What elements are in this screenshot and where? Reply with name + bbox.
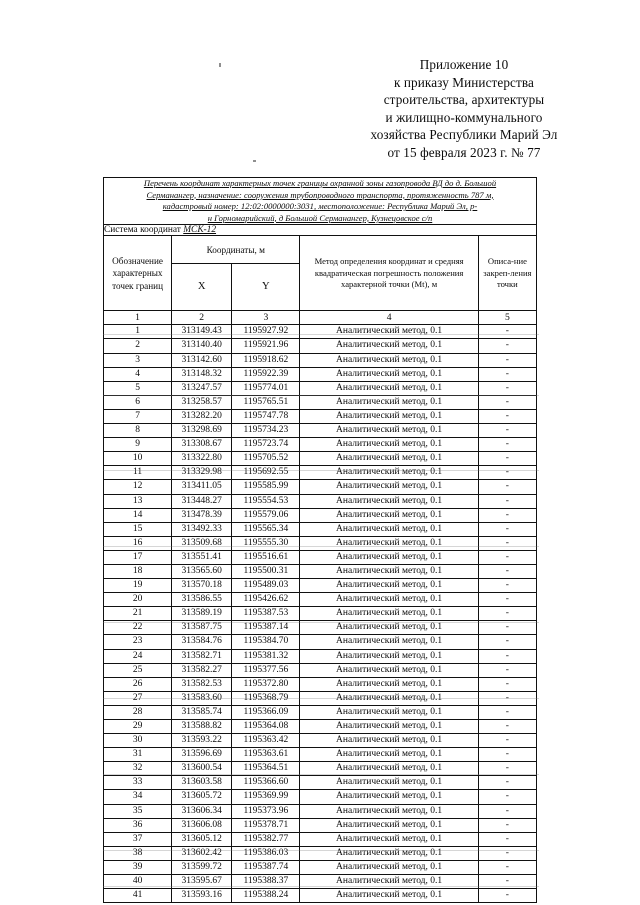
cell-x: 313492.33 [172,522,232,536]
table-caption-row [104,178,537,225]
cell-method: Аналитический метод, 0.1 [300,325,478,339]
caption-line-4: н Горномарийский, д Большой Серманангер, Кузнецовское с/п [207,212,433,223]
cell-y: 1195363.61 [232,748,300,762]
table-row [104,635,537,649]
cell-point-number: 17 [104,550,172,564]
cell-point-number: 15 [104,522,172,536]
cell-point-number: 9 [104,438,172,452]
cell-point-number: 1 [104,325,172,339]
cell-method: Аналитический метод, 0.1 [300,381,478,395]
cell-method: Аналитический метод, 0.1 [300,593,478,607]
table-row [104,804,537,818]
appendix-line-2: к приказу Министерства [394,74,534,90]
cell-x: 313584.76 [172,635,232,649]
cell-y: 1195386.03 [232,846,300,860]
cell-description: - [478,593,536,607]
cell-description: - [478,522,536,536]
cell-y: 1195372.80 [232,677,300,691]
cell-method: Аналитический метод, 0.1 [300,649,478,663]
cell-description: - [478,452,536,466]
cell-x: 313605.12 [172,832,232,846]
table-row [104,649,537,663]
cell-y: 1195363.42 [232,734,300,748]
cell-point-number: 14 [104,508,172,522]
cell-y: 1195377.56 [232,663,300,677]
header-row-1 [104,236,537,264]
cell-x: 313448.27 [172,494,232,508]
cell-x: 313606.34 [172,804,232,818]
table-row [104,691,537,705]
cell-method: Аналитический метод, 0.1 [300,832,478,846]
table-row [104,367,537,381]
cell-y: 1195565.34 [232,522,300,536]
cell-method: Аналитический метод, 0.1 [300,550,478,564]
table-row [104,339,537,353]
cell-point-number: 31 [104,748,172,762]
cell-point-number: 41 [104,889,172,903]
cell-method: Аналитический метод, 0.1 [300,607,478,621]
table-row [104,395,537,409]
table-row [104,748,537,762]
cell-x: 313142.60 [172,353,232,367]
cell-description: - [478,367,536,381]
column-number-5: 5 [478,311,536,325]
cell-y: 1195585.99 [232,480,300,494]
table-row [104,381,537,395]
cell-point-number: 40 [104,875,172,889]
cell-description: - [478,889,536,903]
cell-description: - [478,325,536,339]
cell-point-number: 25 [104,663,172,677]
table-row [104,846,537,860]
table-row [104,663,537,677]
table-row [104,353,537,367]
coord-system-row [104,225,537,236]
table-row [104,424,537,438]
cell-description: - [478,860,536,874]
coord-system-cell [104,225,537,236]
cell-point-number: 12 [104,480,172,494]
cell-point-number: 36 [104,818,172,832]
appendix-line-1: Приложение 10 [419,57,509,72]
cell-method: Аналитический метод, 0.1 [300,663,478,677]
cell-description: - [478,776,536,790]
cell-y: 1195516.61 [232,550,300,564]
cell-point-number: 39 [104,860,172,874]
cell-description: - [478,409,536,423]
table-row [104,593,537,607]
table-row [104,466,537,480]
cell-point-number: 16 [104,536,172,550]
cell-x: 313282.20 [172,409,232,423]
cell-method: Аналитический метод, 0.1 [300,846,478,860]
table-caption [104,178,537,225]
cell-description: - [478,564,536,578]
cell-point-number: 13 [104,494,172,508]
header-coordinates-group: Координаты, м [172,236,300,264]
cell-description: - [478,579,536,593]
header-x: X [172,264,232,311]
cell-description: - [478,607,536,621]
cell-x: 313148.32 [172,367,232,381]
table-row [104,832,537,846]
cell-description: - [478,875,536,889]
cell-point-number: 11 [104,466,172,480]
cell-point-number: 33 [104,776,172,790]
cell-method: Аналитический метод, 0.1 [300,720,478,734]
cell-description: - [478,649,536,663]
caption-line-2: Серманангер, назначение: сооружения трубопроводного транспорта, протяженность 787 м, [146,189,494,200]
cell-y: 1195734.23 [232,424,300,438]
table-row [104,494,537,508]
table-row [104,776,537,790]
table-row [104,677,537,691]
cell-y: 1195765.51 [232,395,300,409]
cell-point-number: 38 [104,846,172,860]
cell-x: 313599.72 [172,860,232,874]
cell-point-number: 32 [104,762,172,776]
cell-method: Аналитический метод, 0.1 [300,466,478,480]
cell-method: Аналитический метод, 0.1 [300,621,478,635]
cell-point-number: 26 [104,677,172,691]
cell-method: Аналитический метод, 0.1 [300,635,478,649]
cell-x: 313587.75 [172,621,232,635]
cell-x: 313603.58 [172,776,232,790]
cell-x: 313478.39 [172,508,232,522]
appendix-line-4: и жилищно-коммунального [385,109,543,125]
cell-point-number: 27 [104,691,172,705]
table-row [104,536,537,550]
cell-y: 1195364.51 [232,762,300,776]
cell-point-number: 29 [104,720,172,734]
cell-y: 1195500.31 [232,564,300,578]
cell-x: 313570.18 [172,579,232,593]
cell-x: 313589.19 [172,607,232,621]
cell-y: 1195705.52 [232,452,300,466]
cell-x: 313585.74 [172,705,232,719]
table-row [104,889,537,903]
cell-description: - [478,438,536,452]
cell-x: 313588.82 [172,720,232,734]
cell-description: - [478,466,536,480]
cell-point-number: 3 [104,353,172,367]
cell-y: 1195369.99 [232,790,300,804]
header-method: Метод определения координат и средняя квадратическая погрешность положения характерной точки (Mt), м [300,236,478,311]
column-number-1: 1 [104,311,172,325]
cell-x: 313595.67 [172,875,232,889]
cell-x: 313593.16 [172,889,232,903]
cell-method: Аналитический метод, 0.1 [300,564,478,578]
cell-method: Аналитический метод, 0.1 [300,734,478,748]
table-row [104,480,537,494]
cell-x: 313602.42 [172,846,232,860]
table-row [104,564,537,578]
table-row [104,875,537,889]
cell-method: Аналитический метод, 0.1 [300,395,478,409]
cell-method: Аналитический метод, 0.1 [300,409,478,423]
table-row [104,818,537,832]
cell-x: 313582.27 [172,663,232,677]
cell-y: 1195426.62 [232,593,300,607]
cell-description: - [478,663,536,677]
cell-point-number: 34 [104,790,172,804]
cell-method: Аналитический метод, 0.1 [300,353,478,367]
cell-method: Аналитический метод, 0.1 [300,452,478,466]
table-row [104,621,537,635]
caption-line-3: кадастровый номер: 12:02:0000000:3031, местоположение: Республика Марий Эл, р- [162,201,478,212]
cell-x: 313258.57 [172,395,232,409]
cell-y: 1195373.96 [232,804,300,818]
cell-y: 1195366.60 [232,776,300,790]
cell-x: 313582.71 [172,649,232,663]
cell-y: 1195366.09 [232,705,300,719]
cell-point-number: 30 [104,734,172,748]
cell-description: - [478,734,536,748]
scan-speck [219,63,221,67]
cell-point-number: 22 [104,621,172,635]
table-row [104,579,537,593]
cell-method: Аналитический метод, 0.1 [300,494,478,508]
cell-point-number: 10 [104,452,172,466]
cell-description: - [478,705,536,719]
cell-method: Аналитический метод, 0.1 [300,367,478,381]
coord-system-label: Система координат [104,225,184,236]
cell-point-number: 7 [104,409,172,423]
cell-description: - [478,508,536,522]
cell-method: Аналитический метод, 0.1 [300,339,478,353]
cell-method: Аналитический метод, 0.1 [300,875,478,889]
cell-method: Аналитический метод, 0.1 [300,860,478,874]
cell-y: 1195554.53 [232,494,300,508]
appendix-line-6: от 15 февраля 2023 г. № 77 [387,144,541,160]
cell-y: 1195747.78 [232,409,300,423]
cell-x: 313605.72 [172,790,232,804]
cell-description: - [478,395,536,409]
cell-description: - [478,846,536,860]
cell-y: 1195381.32 [232,649,300,663]
cell-x: 313565.60 [172,564,232,578]
appendix-heading [330,56,598,162]
cell-method: Аналитический метод, 0.1 [300,804,478,818]
table-row [104,522,537,536]
cell-x: 313322.80 [172,452,232,466]
cell-description: - [478,790,536,804]
cell-x: 313606.08 [172,818,232,832]
table-row [104,508,537,522]
table-head [104,178,537,325]
column-number-row [104,311,537,325]
column-number-2: 2 [172,311,232,325]
cell-description: - [478,536,536,550]
table-row [104,409,537,423]
cell-y: 1195921.96 [232,339,300,353]
cell-y: 1195692.55 [232,466,300,480]
cell-point-number: 4 [104,367,172,381]
cell-x: 313551.41 [172,550,232,564]
cell-method: Аналитический метод, 0.1 [300,508,478,522]
cell-point-number: 19 [104,579,172,593]
cell-point-number: 6 [104,395,172,409]
cell-method: Аналитический метод, 0.1 [300,438,478,452]
cell-x: 313329.98 [172,466,232,480]
cell-y: 1195723.74 [232,438,300,452]
cell-method: Аналитический метод, 0.1 [300,748,478,762]
coord-system-value: МСК-12 [183,225,217,236]
cell-x: 313596.69 [172,748,232,762]
table-row [104,452,537,466]
cell-description: - [478,480,536,494]
cell-y: 1195368.79 [232,691,300,705]
cell-x: 313308.67 [172,438,232,452]
cell-point-number: 24 [104,649,172,663]
cell-y: 1195387.74 [232,860,300,874]
cell-description: - [478,818,536,832]
table-row [104,705,537,719]
header-y: Y [232,264,300,311]
header-description: Описа-ние закреп-ления точки [478,236,536,311]
cell-point-number: 21 [104,607,172,621]
table-row [104,720,537,734]
cell-x: 313411.05 [172,480,232,494]
cell-description: - [478,677,536,691]
column-number-3: 3 [232,311,300,325]
column-number-4: 4 [300,311,478,325]
cell-description: - [478,353,536,367]
table-row [104,607,537,621]
cell-y: 1195774.01 [232,381,300,395]
cell-point-number: 37 [104,832,172,846]
cell-description: - [478,762,536,776]
table-row [104,438,537,452]
scan-speck [253,160,256,162]
cell-method: Аналитический метод, 0.1 [300,579,478,593]
cell-x: 313583.60 [172,691,232,705]
appendix-line-3: строительства, архитектуры [383,92,545,108]
cell-description: - [478,494,536,508]
cell-y: 1195378.71 [232,818,300,832]
header-point-designation: Обозначение характерных точек границ [104,236,172,311]
cell-point-number: 35 [104,804,172,818]
table-row [104,734,537,748]
cell-method: Аналитический метод, 0.1 [300,536,478,550]
cell-x: 313582.53 [172,677,232,691]
cell-y: 1195927.92 [232,325,300,339]
table-row [104,325,537,339]
cell-method: Аналитический метод, 0.1 [300,522,478,536]
cell-y: 1195388.37 [232,875,300,889]
cell-x: 313149.43 [172,325,232,339]
cell-point-number: 5 [104,381,172,395]
cell-point-number: 2 [104,339,172,353]
cell-method: Аналитический метод, 0.1 [300,424,478,438]
cell-method: Аналитический метод, 0.1 [300,691,478,705]
cell-description: - [478,804,536,818]
cell-x: 313593.22 [172,734,232,748]
cell-x: 313247.57 [172,381,232,395]
cell-method: Аналитический метод, 0.1 [300,677,478,691]
cell-y: 1195387.14 [232,621,300,635]
cell-method: Аналитический метод, 0.1 [300,705,478,719]
cell-description: - [478,424,536,438]
cell-y: 1195489.03 [232,579,300,593]
cell-description: - [478,691,536,705]
cell-x: 313298.69 [172,424,232,438]
cell-y: 1195579.06 [232,508,300,522]
cell-point-number: 18 [104,564,172,578]
cell-description: - [478,635,536,649]
cell-y: 1195555.30 [232,536,300,550]
cell-method: Аналитический метод, 0.1 [300,818,478,832]
cell-method: Аналитический метод, 0.1 [300,889,478,903]
cell-point-number: 28 [104,705,172,719]
cell-point-number: 20 [104,593,172,607]
cell-point-number: 8 [104,424,172,438]
table-row [104,860,537,874]
cell-description: - [478,339,536,353]
cell-description: - [478,381,536,395]
coordinates-table-wrapper [103,177,537,903]
cell-x: 313140.40 [172,339,232,353]
cell-description: - [478,720,536,734]
cell-method: Аналитический метод, 0.1 [300,776,478,790]
table-row [104,762,537,776]
cell-y: 1195922.39 [232,367,300,381]
cell-y: 1195382.77 [232,832,300,846]
cell-x: 313600.54 [172,762,232,776]
cell-y: 1195388.24 [232,889,300,903]
cell-description: - [478,550,536,564]
cell-y: 1195384.70 [232,635,300,649]
cell-y: 1195364.08 [232,720,300,734]
caption-line-1: Перечень координат характерных точек границы охранной зоны газопровода ВД до д. Большой [143,178,497,188]
appendix-line-5: хозяйства Республики Марий Эл [370,127,558,143]
table-row [104,550,537,564]
cell-method: Аналитический метод, 0.1 [300,762,478,776]
cell-description: - [478,832,536,846]
table-body [104,325,537,903]
table-row [104,790,537,804]
cell-y: 1195387.53 [232,607,300,621]
cell-x: 313586.55 [172,593,232,607]
cell-description: - [478,748,536,762]
cell-description: - [478,621,536,635]
coordinates-table [103,177,537,903]
cell-x: 313509.68 [172,536,232,550]
cell-method: Аналитический метод, 0.1 [300,480,478,494]
cell-y: 1195918.62 [232,353,300,367]
cell-method: Аналитический метод, 0.1 [300,790,478,804]
cell-point-number: 23 [104,635,172,649]
